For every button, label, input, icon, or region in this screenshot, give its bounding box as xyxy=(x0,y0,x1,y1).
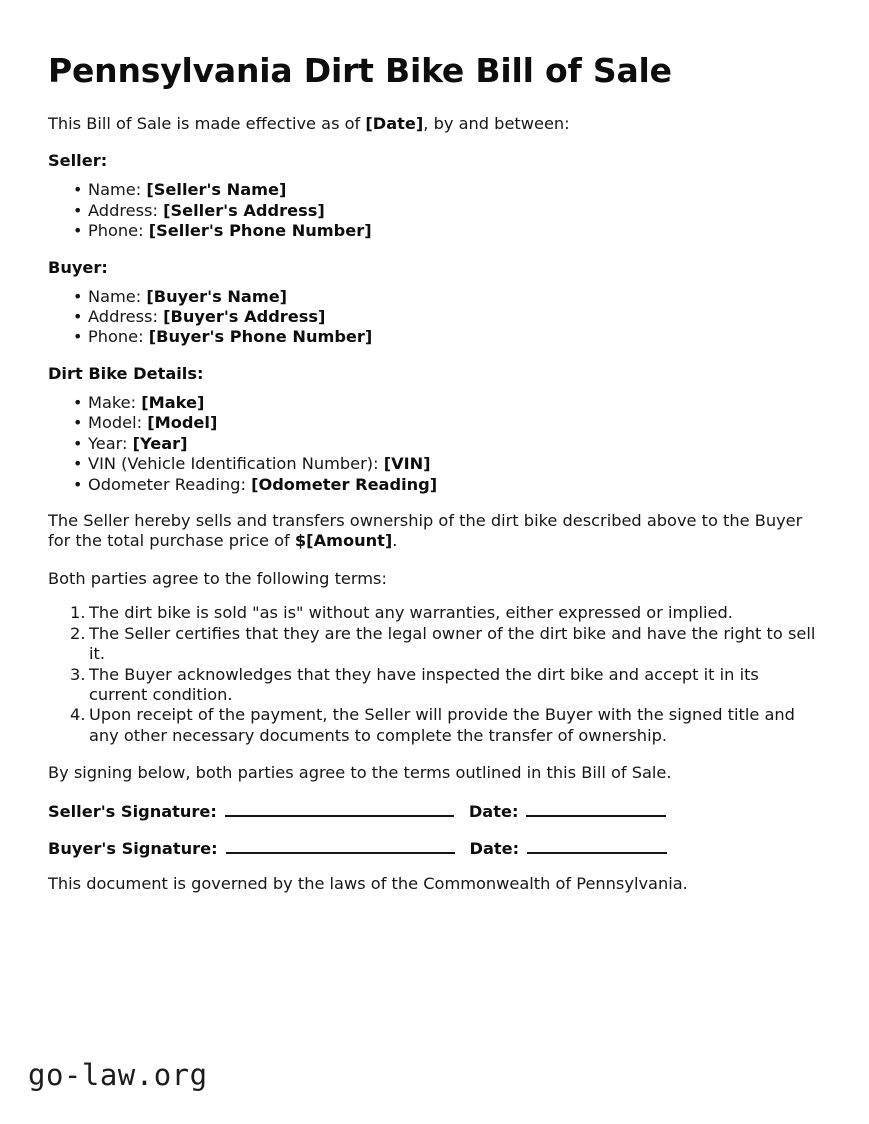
list-item xyxy=(48,454,821,474)
list-item xyxy=(48,221,821,241)
buyer-date-line[interactable] xyxy=(527,838,667,854)
list-item xyxy=(48,413,821,433)
vehicle-odometer-label: Odometer Reading: xyxy=(88,474,252,494)
seller-name-label: Name: xyxy=(88,180,147,200)
list-item xyxy=(48,287,821,307)
purchase-amount-placeholder: $[Amount] xyxy=(294,531,393,551)
vehicle-make-label: Make: xyxy=(88,392,142,412)
terms-list xyxy=(48,603,821,746)
seller-date-line[interactable] xyxy=(526,801,666,817)
buyer-date-label: Date: xyxy=(469,838,520,858)
buyer-phone-label: Phone: xyxy=(88,327,149,347)
vehicle-details-list xyxy=(48,393,821,495)
list-item xyxy=(48,475,821,495)
buyer-name-value: [Buyer's Name] xyxy=(146,286,288,306)
list-item xyxy=(48,307,821,327)
buyer-signature-label: Buyer's Signature: xyxy=(48,838,218,858)
seller-signature-row xyxy=(48,801,821,823)
buyer-name-label: Name: xyxy=(88,286,147,306)
seller-address-value: [Seller's Address] xyxy=(163,200,325,220)
vehicle-vin-value: [VIN] xyxy=(383,454,431,474)
page-title: Pennsylvania Dirt Bike Bill of Sale xyxy=(48,51,672,90)
seller-date-label: Date: xyxy=(468,801,519,821)
list-item: The Seller certifies that they are the legal owner of the dirt bike and have the right to sell it. xyxy=(89,623,816,664)
terms-intro-paragraph: Both parties agree to the following terms: xyxy=(48,568,387,588)
buyer-section-heading: Buyer: xyxy=(48,257,108,277)
document-body xyxy=(48,52,821,911)
vehicle-year-label: Year: xyxy=(88,433,133,453)
list-item: The Buyer acknowledges that they have inspected the dirt bike and accept it in its current condition. xyxy=(89,664,759,705)
vehicle-odometer-value: [Odometer Reading] xyxy=(251,474,438,494)
signature-block xyxy=(48,801,821,860)
seller-signature-label: Seller's Signature: xyxy=(48,801,217,821)
transfer-text-suffix: . xyxy=(392,531,398,551)
site-watermark: go-law.org xyxy=(28,1058,208,1092)
vehicle-section-heading: Dirt Bike Details: xyxy=(48,363,204,383)
vehicle-year-value: [Year] xyxy=(132,433,188,453)
vehicle-make-value: [Make] xyxy=(141,392,205,412)
vehicle-model-label: Model: xyxy=(88,413,148,433)
effective-date-paragraph xyxy=(48,114,821,135)
list-item xyxy=(48,434,821,454)
list-item: The dirt bike is sold "as is" without any warranties, either expressed or implied. xyxy=(89,603,733,623)
list-item xyxy=(48,180,821,200)
signature-intro-paragraph: By signing below, both parties agree to the terms outlined in this Bill of Sale. xyxy=(48,763,672,783)
seller-signature-line[interactable] xyxy=(225,801,454,817)
transfer-paragraph xyxy=(48,511,821,552)
governing-law-paragraph: This document is governed by the laws of the Commonwealth of Pennsylvania. xyxy=(48,873,688,893)
vehicle-model-value: [Model] xyxy=(147,413,218,433)
seller-section-heading: Seller: xyxy=(48,151,108,171)
transfer-text-prefix: The Seller hereby sells and transfers ownership of the dirt bike described above to the Buyer for the total purchase price of xyxy=(48,510,803,551)
buyer-signature-row xyxy=(48,838,821,860)
list-item: Upon receipt of the payment, the Seller will provide the Buyer with the signed title and any other necessary documents to complete the transfer of ownership. xyxy=(89,705,795,745)
vehicle-vin-label: VIN (Vehicle Identification Number): xyxy=(88,454,384,474)
date-placeholder: [Date] xyxy=(365,113,424,133)
seller-address-label: Address: xyxy=(88,200,164,220)
intro-prefix-text: This Bill of Sale is made effective as of xyxy=(48,113,366,133)
buyer-address-label: Address: xyxy=(88,307,164,327)
list-item xyxy=(48,393,821,413)
buyer-details-list xyxy=(48,287,821,348)
seller-phone-value: [Seller's Phone Number] xyxy=(148,221,372,241)
buyer-signature-line[interactable] xyxy=(226,838,455,854)
seller-phone-label: Phone: xyxy=(88,221,149,241)
seller-details-list xyxy=(48,180,821,241)
buyer-address-value: [Buyer's Address] xyxy=(163,307,326,327)
seller-name-value: [Seller's Name] xyxy=(146,180,287,200)
intro-suffix-text: , by and between: xyxy=(423,113,570,133)
buyer-phone-value: [Buyer's Phone Number] xyxy=(148,327,373,347)
list-item xyxy=(48,201,821,221)
list-item xyxy=(48,327,821,347)
